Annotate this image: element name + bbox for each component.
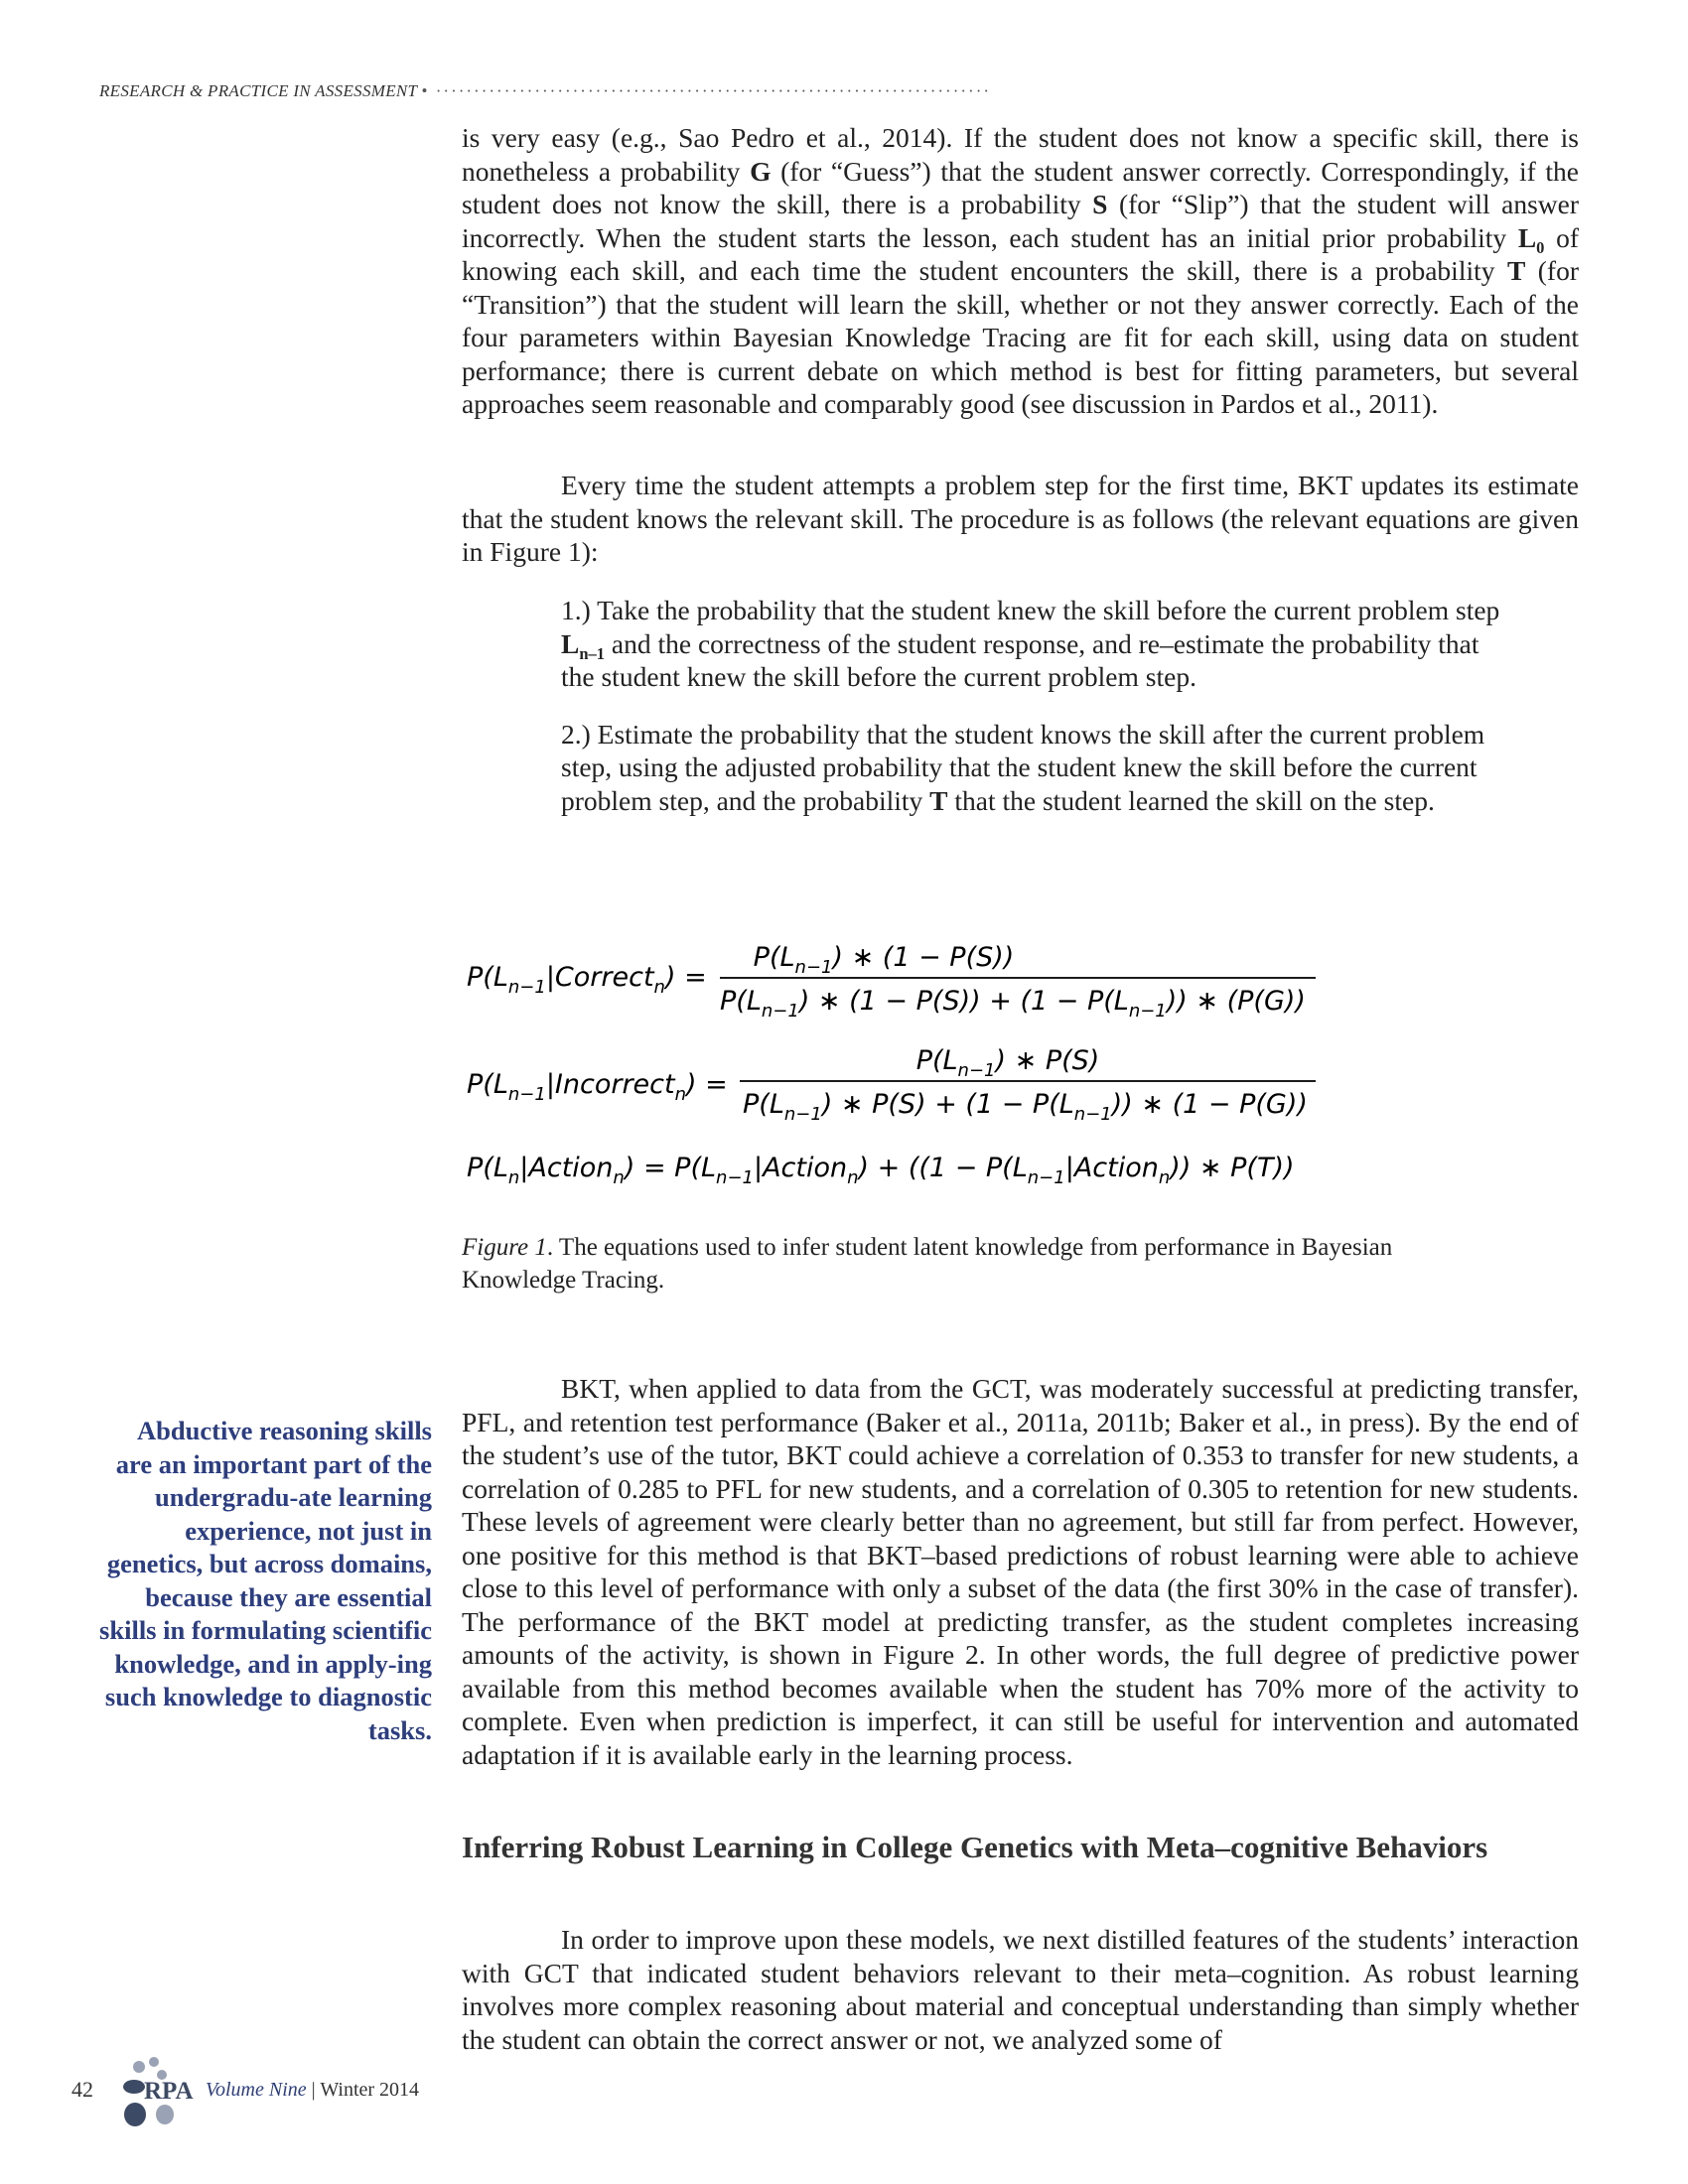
param-t: T xyxy=(929,784,948,816)
page-footer xyxy=(71,2055,469,2154)
param-l0: $L_0$ xyxy=(1517,221,1545,257)
eq1-lhs: $P(L_{n-1}|Correct_n)$ = xyxy=(467,962,707,998)
equations-svg xyxy=(467,938,1321,1196)
eq1-denominator: $P(L_{n-1})$ ∗ $(1 - P(S)) + (1 - P(L_{n-1}))$ ∗ (P(G)) xyxy=(720,986,1306,1022)
p1-text-2: (for “Guess”) that the student answer correctly. Correspondingly, if the student does not know the skill, there is a probability xyxy=(462,155,1579,219)
caption-label: Figure 1 xyxy=(462,1234,547,1261)
p1-text-1: is very easy (e.g., Sao Pedro et al., 2014). If the student does not know a specific skill, there is nonetheless a probability xyxy=(462,122,1579,187)
logo-text: RPA xyxy=(144,2078,194,2105)
paragraph-bkt-procedure: Every time the student attempts a problem step for the first time, BKT updates its estimate that the student knows the relevant skill. The procedure is as follows (the relevant equations are given in Figure 1): xyxy=(462,470,1579,567)
volume-info: Volume Nine | Winter 2014 xyxy=(206,2079,420,2101)
param-g: G xyxy=(750,155,772,187)
p1-text-4: of knowing each skill, and each time the student encounters the skill, there is a probability xyxy=(462,221,1579,286)
figure-1-caption xyxy=(462,1231,1415,1297)
param-ln-1: $L_{n-1}$ xyxy=(561,627,606,663)
running-head xyxy=(99,81,992,101)
paragraph-meta-cognition: In order to improve upon these models, we next distilled features of the students’ interaction with GCT that indicated student behaviors relevant to their meta–cognition. As robust learning involves more complex reasoning about material and conceptual understanding than simply whether the student can obtain the correct answer or not, we analyzed some of xyxy=(462,1924,1579,2055)
caption-text: . The equations used to infer student latent knowledge from performance in Bayesian Knowledge Tracing. xyxy=(462,1234,1393,1294)
eq3: $P(L_n|Action_n)$ = $P(L_{n-1}|Action_n) + ((1$ − $P(L_{n-1}|Action_n)$) ∗ P(T)) xyxy=(467,1153,1295,1188)
p1-text-5: (for “Transition”) that the student will learn the skill, whether or not they answer correctly. Each of the four parameters within Bayesian Knowledge Tracing are fit for each skill, using data on student performance; there is current debate on which method is best for fitting parameters, but several approaches seem reasonable and comparably good (see discussion in Pardos et al., 2011). xyxy=(462,255,1579,419)
section-heading: Inferring Robust Learning in College Genetics with Meta–cognitive Behaviors xyxy=(462,1830,1488,1864)
rpa-logo xyxy=(121,2055,203,2144)
p1-text-3: (for “Slip”) that the student will answer incorrectly. When the student starts the lesson, each student has an initial prior probability xyxy=(462,189,1579,253)
paragraph-bkt-results: BKT, when applied to data from the GCT, was moderately successful at predicting transfer, PFL, and retention test performance (Baker et al., 2011a, 2011b; Baker et al., in press). By the end of the student’s use of the tutor, BKT could achieve a correlation of 0.353 to transfer for new students, a correlation of 0.285 to PFL for new students, and a correlation of 0.305 to retention for new students. These levels of agreement were clearly better than no agreement, but still far from perfect. However, one positive for this method is that BKT–based predictions of robust learning were able to achieve close to this level of performance with only a subset of the data (the first 30% in the case of transfer). The performance of the BKT model at predicting transfer, as the student completes increasing amounts of the activity, is shown in Figure 2. In other words, the full degree of predictive power available from this method becomes available when the student has 70% more of the activity to complete. Even when prediction is imperfect, it can still be useful for intervention and automated adaptation if it is available early in the learning process. xyxy=(462,1373,1579,1770)
pull-quote: Abductive reasoning skills are an important part of the undergradu-ate learning experience, not just in genetics, but across domains, because they are essential skills in formulating scientific knowledge, and in apply-ing such knowledge to diagnostic tasks. xyxy=(99,1416,432,1745)
eq1-numerator: $P(L_{n-1})$ ∗ (1 − P(S)) xyxy=(753,942,1015,978)
eq2-lhs: $P(L_{n-1}|Incorrect_n)$ = xyxy=(467,1069,728,1105)
param-t: T xyxy=(1506,255,1526,286)
eq2-numerator: $P(L_{n-1})$ ∗ P(S) xyxy=(915,1045,1100,1081)
paragraph-bkt-parameters xyxy=(462,121,1579,421)
procedure-list xyxy=(561,594,1504,841)
page-number: 42 xyxy=(71,2077,93,2102)
running-head-dots: • ········································································· xyxy=(421,81,992,100)
list-item: 1.) Take the probability that the student knew the skill before the current problem step $L_{n-1}$ and the correctness of the student response, and re–estimate the probability that the student knew the skill before the current problem step. xyxy=(561,595,1500,692)
running-head-title: RESEARCH & PRACTICE IN ASSESSMENT xyxy=(99,81,417,100)
list-item: 2.) Estimate the probability that the student knows the skill after the current problem step, using the adjusted probability that the student knew the skill before the current problem step, and the probability T that the student learned the skill on the step. xyxy=(561,718,1485,816)
figure-1-equations xyxy=(467,938,1321,1196)
eq2-denominator: $P(L_{n-1})$ ∗ $P(S) + (1 - P(L_{n-1}))$ ∗ (1 − P(G)) xyxy=(743,1089,1308,1125)
param-s: S xyxy=(1092,189,1108,219)
